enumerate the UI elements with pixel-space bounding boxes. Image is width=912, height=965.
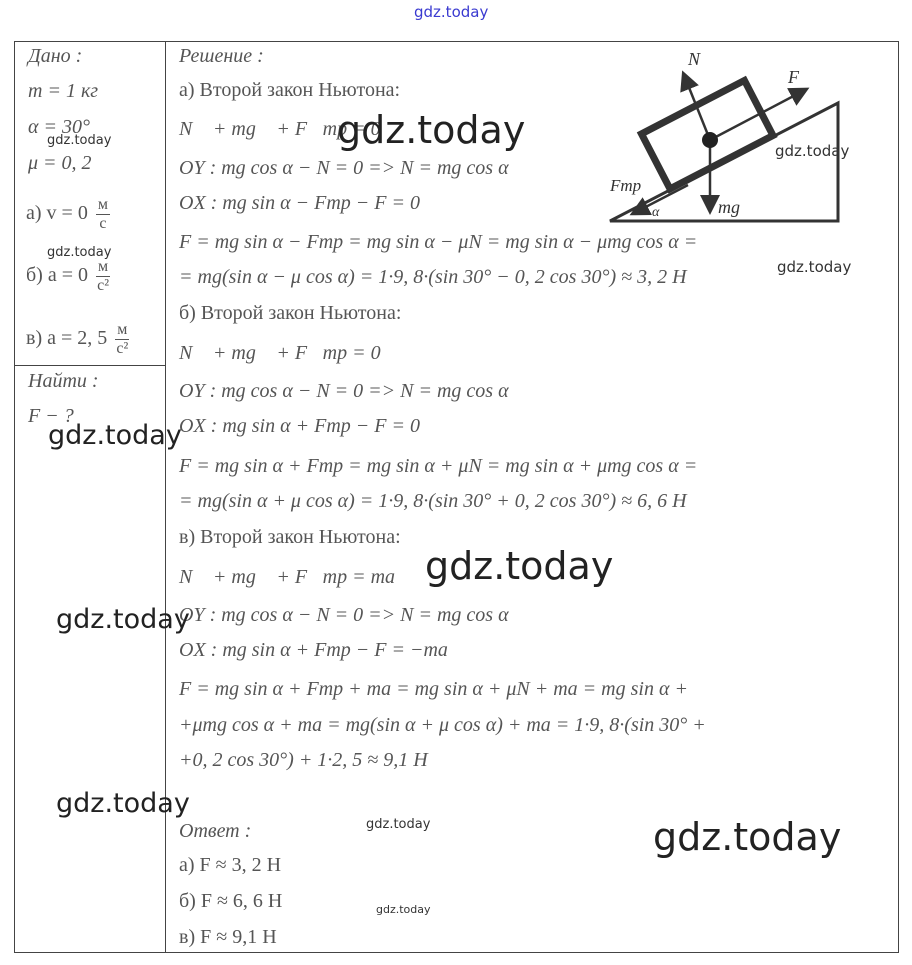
given-case-a-text: а) v = 0 <box>26 202 88 225</box>
force-diagram <box>600 45 870 235</box>
label-alpha: α <box>652 205 660 220</box>
solution-line: OY : mg cos α − N = 0 => N = mg cos α <box>179 604 509 626</box>
unit-fraction-ms2 <box>115 321 129 358</box>
watermark: gdz.today <box>56 788 190 819</box>
given-mass: m = 1 кг <box>28 80 99 102</box>
find-heading: Найти : <box>28 370 99 392</box>
solution-line: F = mg sin α − Fтр = mg sin α − μN = mg sin α − μmg cos α = <box>179 231 698 253</box>
solution-line: +μmg cos α + ma = mg(sin α + μ cos α) + ma = 1·9, 8·(sin 30° + <box>179 714 706 736</box>
unit-fraction-ms <box>96 196 110 233</box>
solution-line: = mg(sin α − μ cos α) = 1·9, 8·(sin 30° − 0, 2 cos 30°) ≈ 3, 2 Н <box>179 266 687 288</box>
watermark: gdz.today <box>47 245 112 260</box>
watermark: gdz.today <box>48 420 182 451</box>
center-of-mass <box>702 132 718 148</box>
answer-b: б) F ≈ 6, 6 Н <box>179 890 283 912</box>
watermark: gdz.today <box>777 258 852 276</box>
given-case-c-text: в) a = 2, 5 <box>26 327 108 350</box>
watermark: gdz.today <box>47 133 112 148</box>
solution-line: OX : mg sin α − Fтр − F = 0 <box>179 192 420 214</box>
given-case-a <box>26 196 110 233</box>
solution-line: F = mg sin α + Fтр + ma = mg sin α + μN + ma = mg sin α + <box>179 678 688 700</box>
watermark: gdz.today <box>366 817 431 832</box>
watermark: gdz.today <box>376 903 431 916</box>
solution-line: OX : mg sin α + Fтр − F = −ma <box>179 639 448 661</box>
unit-num: м <box>117 321 128 338</box>
solution-line: N⃗ + mg⃗ + F⃗тр = 0⃗ <box>179 118 397 140</box>
unit-fraction-ms2 <box>96 258 110 295</box>
unit-den: с² <box>97 277 110 294</box>
label-mg: mg <box>718 197 740 217</box>
watermark: gdz.today <box>653 815 842 859</box>
solution-line: = mg(sin α + μ cos α) = 1·9, 8·(sin 30° + 0, 2 cos 30°) ≈ 6, 6 Н <box>179 490 687 512</box>
answer-heading: Ответ : <box>179 820 252 842</box>
solution-line: OX : mg sin α + Fтр − F = 0 <box>179 415 420 437</box>
given-case-b-text: б) a = 0 <box>26 264 88 287</box>
friction-force-arrow <box>634 185 688 213</box>
solution-line: +0, 2 cos 30°) + 1·2, 5 ≈ 9,1 Н <box>179 749 428 771</box>
solution-line: N⃗ + mg⃗ + F⃗тр = ma⃗ <box>179 566 411 588</box>
answer-c: в) F ≈ 9,1 Н <box>179 926 277 948</box>
site-header: gdz.today <box>414 3 489 21</box>
unit-den: с <box>99 215 107 232</box>
solution-line: F = mg sin α + Fтр = mg sin α + μN = mg sin α + μmg cos α = <box>179 455 698 477</box>
watermark: gdz.today <box>337 108 526 152</box>
solution-line: OY : mg cos α − N = 0 => N = mg cos α <box>179 380 509 402</box>
solution-line: в) Второй закон Ньютона: <box>179 526 401 548</box>
unit-num: м <box>97 196 108 213</box>
unit-num: м <box>98 258 109 275</box>
solution-line: а) Второй закон Ньютона: <box>179 79 401 101</box>
given-find-divider <box>14 365 165 366</box>
watermark: gdz.today <box>775 142 850 160</box>
given-heading: Дано : <box>28 45 83 67</box>
solution-line: OY : mg cos α − N = 0 => N = mg cos α <box>179 157 509 179</box>
unit-den: с² <box>116 340 129 357</box>
applied-force-arrow <box>710 90 805 140</box>
label-N: N <box>688 49 701 69</box>
given-case-b <box>26 258 110 295</box>
given-friction: μ = 0, 2 <box>28 152 92 174</box>
find-target: F − ? <box>28 405 74 427</box>
watermark: gdz.today <box>56 604 190 635</box>
label-F: F <box>788 67 799 87</box>
solution-heading: Решение : <box>179 45 264 67</box>
answer-a: а) F ≈ 3, 2 Н <box>179 854 282 876</box>
given-case-c <box>26 321 129 358</box>
label-Ftr: Fтр <box>610 176 642 195</box>
solution-line: N⃗ + mg⃗ + F⃗тр = 0⃗ <box>179 342 397 364</box>
given-angle: α = 30° <box>28 116 90 138</box>
watermark: gdz.today <box>425 544 614 588</box>
solution-line: б) Второй закон Ньютона: <box>179 302 402 324</box>
